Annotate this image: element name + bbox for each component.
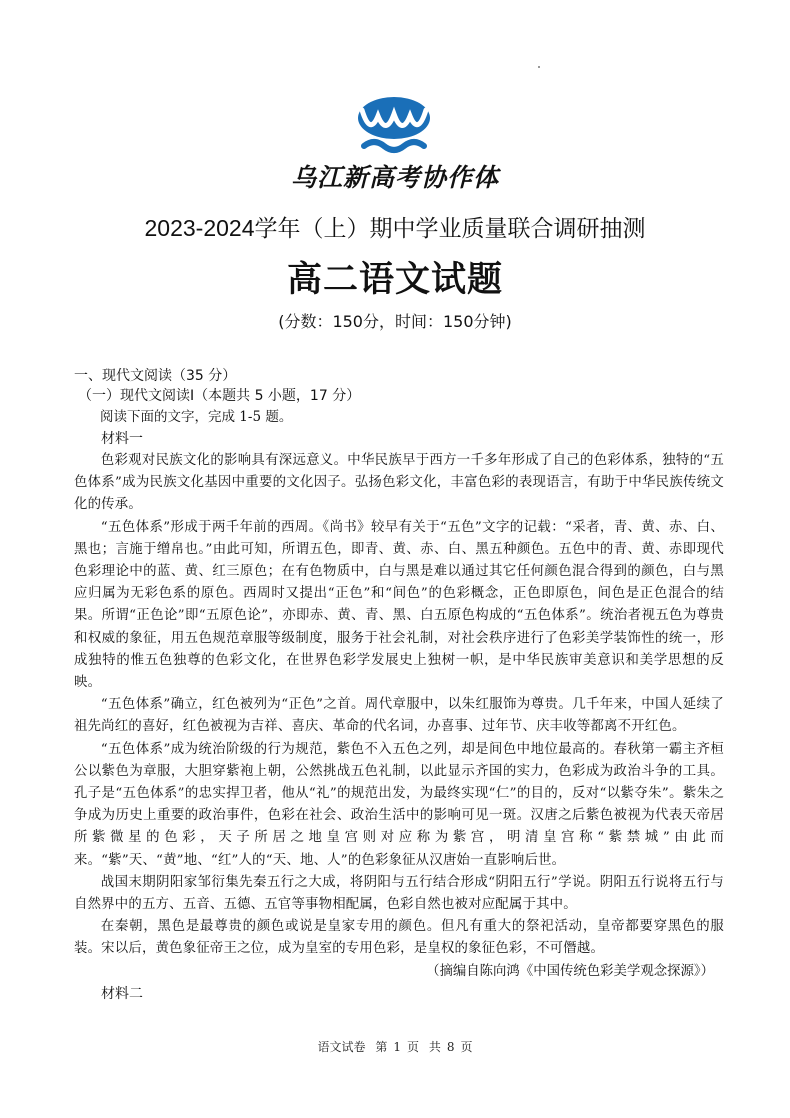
page-title: 高二语文试题 — [286, 260, 503, 300]
page-number: 1 — [393, 1040, 401, 1054]
wave-logo-icon — [354, 96, 434, 154]
main-content — [74, 366, 724, 1005]
paragraph: 战国末期阴阳家邹衍集先秦五行之大成，将阴阳与五行结合形成“阴阳五行”学说。阴阳五行说将五行与自然界中的五方、五音、五德、五官等事物相配属，色彩自然也被对应配属于其中。 — [74, 874, 724, 913]
section-heading: 一、现代文阅读（35 分） — [74, 368, 237, 384]
total-unit: 页 — [460, 1040, 473, 1054]
total-pages: 8 — [446, 1040, 455, 1054]
source-citation: （摘编自陈向鸿《中国传统色彩美学观念探源》） — [426, 963, 714, 979]
total-prefix: 共 — [428, 1040, 441, 1054]
material-two-label: 材料二 — [101, 985, 143, 1002]
paragraph: “五色体系”确立，红色被列为“正色”之首。周代章服中，以朱红服饰为尊贵。几千年来，中国人延续了祖先尚红的喜好，红色被视为吉祥、喜庆、革命的代名词，办喜事、过年节、庆丰收等都离不开红色。 — [74, 697, 724, 735]
section-subheading: （一）现代文阅读Ⅰ（本题共 5 小题，17 分） — [78, 388, 361, 404]
instruction: 阅读下面的文字，完成 1-5 题。 — [100, 409, 293, 425]
organization-name: 乌江新高考协作体 — [290, 163, 499, 192]
footer-label: 语文试卷 — [317, 1040, 366, 1054]
paragraph: “五色体系”成为统治阶级的行为规范，紫色不入五色之列，却是间色中地位最高的。春秋第一霸主齐桓公以紫色为章服，大胆穿紫袍上朝，公然挑战五色礼制，以此显示齐国的实力，色彩成为政治斗争的工具。孔子是“五色体系”的忠实捍卫者，他从“礼”的规范出发，为最终实现“仁”的目的，反对“以紫夺朱”。紫朱之争成为历史上重要的政治事件，色彩在社会、政治生活中的影响可见一斑。汉唐之后紫色被视为代表天帝居所紫微星的色彩，天子所居之地皇宫则对应称为紫宫，明清皇宫称“紫禁城”由此而来。“紫”天、“黄”地、“红”人的“天、地、人”的色彩象征从汉唐始一直影响后世。 — [74, 741, 724, 868]
paragraph: “五色体系”形成于两千年前的西周。《尚书》较早有关于“五色”文字的记载：“采者，青、黄、赤、白、黑也；言施于缯帛也。”由此可知，所谓五色，即青、黄、赤、白、黑五种颜色。五色中的青、黄、赤即现代色彩理论中的蓝、黄、红三原色；在有色物质中，白与黑是难以通过其它任何颜色混合得到的颜色，白与黑应归属为无彩色系的原色。西周时又提出“正色”和“间色”的色彩概念，正色即原色，间色是正色混合的结果。所谓“正色论”即“五原色论”，亦即赤、黄、青、黑、白五原色构成的“五色体系”。统治者视五色为尊贵和权威的象征，用五色规范章服等级制度，服务于社会礼制，对社会秩序进行了色彩美学装饰性的统一，形成独特的惟五色独尊的色彩文化，在世界色彩学发展史上独树一帜，是中华民族审美意识和美学思想的反映。 — [74, 519, 724, 691]
paragraph: 色彩观对民族文化的影响具有深远意义。中华民族早于西方一千多年形成了自己的色彩体系，独特的“五色体系”成为民族文化基因中重要的文化因子。弘扬色彩文化，丰富色彩的表现语言，有助于中华民族传统文化的传承。 — [74, 453, 724, 513]
speck — [538, 66, 540, 68]
page-footer — [0, 1038, 790, 1055]
page-prefix: 第 — [375, 1040, 388, 1054]
exam-name: 2023-2024学年（上）期中学业质量联合调研抽测 — [144, 215, 646, 241]
page-unit: 页 — [406, 1040, 419, 1054]
paragraph: 在秦朝，黑色是最尊贵的颜色或说是皇家专用的颜色。但凡有重大的祭祀活动，皇帝都要穿黑色的服装。宋以后，黄色象征帝王之位，成为皇室的专用色彩，是皇权的象征色彩，不可僭越。 — [74, 919, 724, 957]
exam-meta: (分数：150分，时间：150分钟) — [278, 312, 512, 331]
material-one-label: 材料一 — [101, 431, 143, 447]
